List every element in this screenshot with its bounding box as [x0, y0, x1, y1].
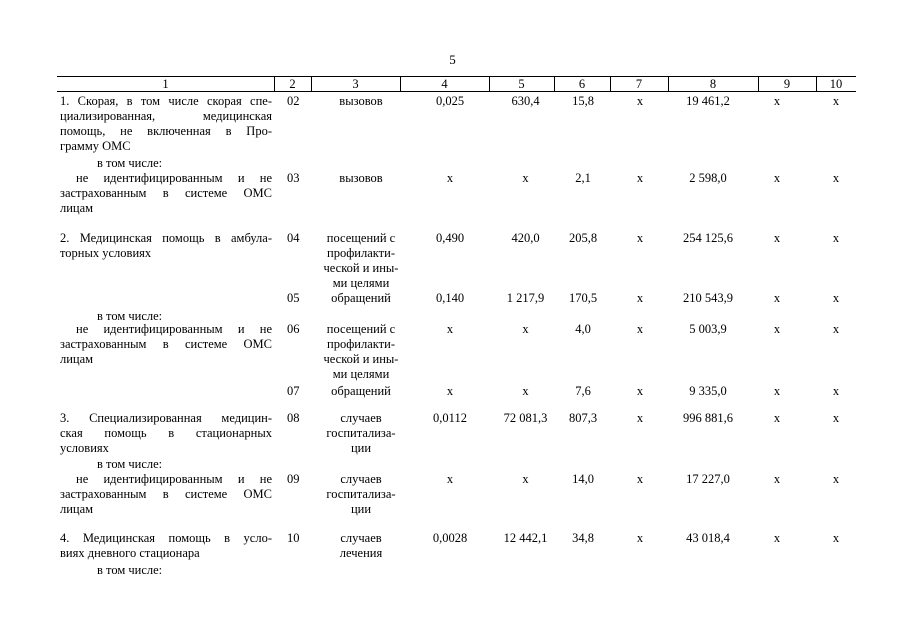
- row-value-v9: x: [773, 411, 781, 425]
- cell-line: профилакти-: [327, 246, 395, 260]
- row-value-v4: x: [446, 472, 454, 486]
- row-name: [60, 231, 272, 261]
- row-name-line: 1. Скорая, в том числе скорая спе-: [60, 94, 272, 108]
- row-name-line: помощь, не включенная в Про-: [60, 124, 272, 138]
- header-cell-1: 1: [162, 77, 169, 91]
- row-name-line: лицам: [60, 502, 94, 516]
- row-name-line: 4. Медицинская помощь в усло-: [60, 531, 272, 545]
- row-value-v9: x: [773, 171, 781, 185]
- row-name: [60, 531, 272, 561]
- row-value-v10: x: [832, 411, 840, 425]
- row-value-v9: x: [773, 231, 781, 245]
- row-value-v7: x: [636, 322, 644, 336]
- row-unit: [311, 94, 411, 109]
- row-value-v10: x: [832, 94, 840, 108]
- table-header-rule: [57, 91, 856, 92]
- cell-line: госпитализа-: [326, 487, 396, 501]
- row-value-v9: x: [773, 322, 781, 336]
- row-unit: [311, 291, 411, 306]
- row-unit: [311, 411, 411, 456]
- cell-line: ческой и ины-: [323, 261, 399, 275]
- cell-line: ции: [350, 441, 372, 455]
- row-code: 08: [287, 411, 300, 425]
- row-name: [60, 322, 272, 367]
- cell-line: ми целями: [332, 276, 390, 290]
- row-code: 07: [287, 384, 300, 398]
- row-value-v8: 19 461,2: [686, 94, 730, 108]
- row-value-v5: 72 081,3: [503, 411, 548, 425]
- row-name-line: циализированная, медицинская: [60, 109, 272, 123]
- row-name-line: ская помощь в стационарных: [60, 426, 272, 440]
- row-value-v6: 14,0: [572, 472, 594, 486]
- row-name-line: 3. Специализированная медицин-: [60, 411, 272, 425]
- header-cell-5: 5: [518, 77, 525, 91]
- row-value-v4: x: [446, 322, 454, 336]
- cell-line: вызовов: [339, 171, 383, 185]
- subheading-in-total: в том числе:: [97, 563, 163, 577]
- row-name-line: грамму ОМС: [60, 139, 131, 153]
- row-value-v5: x: [522, 322, 529, 336]
- row-name-line: торных условиях: [60, 246, 152, 260]
- row-value-v9: x: [773, 531, 781, 545]
- row-value-v8: 9 335,0: [689, 384, 727, 398]
- row-value-v6: 807,3: [568, 411, 598, 425]
- row-name-line: застрахованным в системе ОМС: [60, 337, 272, 351]
- row-value-v10: x: [832, 472, 840, 486]
- row-name-line: не идентифицированным и не: [76, 171, 272, 185]
- row-value-v4: x: [446, 171, 454, 185]
- header-cell-9: 9: [783, 77, 791, 91]
- row-value-v8: 43 018,4: [686, 531, 730, 545]
- row-value-v10: x: [832, 291, 840, 305]
- cell-line: госпитализа-: [326, 426, 396, 440]
- row-name: [60, 472, 272, 517]
- row-value-v6: 15,8: [572, 94, 594, 108]
- row-value-v5: x: [522, 171, 529, 185]
- row-code: 03: [287, 171, 300, 185]
- page-number: 5: [449, 52, 456, 67]
- row-value-v8: 996 881,6: [683, 411, 733, 425]
- row-unit: [311, 472, 411, 517]
- row-value-v4: 0,0028: [432, 531, 468, 545]
- row-value-v5: 1 217,9: [506, 291, 545, 305]
- row-value-v10: x: [832, 531, 840, 545]
- row-code: 10: [287, 531, 300, 545]
- row-value-v5: 420,0: [511, 231, 540, 245]
- row-unit: [311, 171, 411, 186]
- row-value-v9: x: [773, 291, 781, 305]
- row-code: 02: [287, 94, 300, 108]
- row-value-v7: x: [636, 384, 644, 398]
- row-value-v7: x: [636, 94, 644, 108]
- row-value-v8: 210 543,9: [683, 291, 733, 305]
- row-value-v10: x: [832, 171, 840, 185]
- row-value-v5: x: [522, 472, 529, 486]
- row-value-v4: 0,490: [435, 231, 465, 245]
- cell-line: ческой и ины-: [323, 352, 399, 366]
- header-cell-7: 7: [635, 77, 643, 91]
- row-value-v6: 7,6: [575, 384, 591, 398]
- row-name: [60, 171, 272, 216]
- row-value-v7: x: [636, 472, 644, 486]
- row-value-v7: x: [636, 411, 644, 425]
- header-cell-2: 2: [289, 77, 296, 91]
- row-name-line: лицам: [60, 201, 94, 215]
- row-value-v4: x: [446, 384, 454, 398]
- row-name-line: лицам: [60, 352, 94, 366]
- row-value-v7: x: [636, 531, 644, 545]
- header-cell-4: 4: [441, 77, 448, 91]
- cell-line: посещений с: [326, 231, 396, 245]
- row-name: [60, 411, 272, 456]
- cell-line: обращений: [331, 384, 391, 398]
- header-cell-8: 8: [709, 77, 717, 91]
- cell-line: лечения: [339, 546, 383, 560]
- row-value-v5: x: [522, 384, 529, 398]
- row-unit: [311, 231, 411, 291]
- row-value-v8: 254 125,6: [683, 231, 733, 245]
- row-value-v5: 630,4: [511, 94, 540, 108]
- row-name-line: застрахованным в системе ОМС: [60, 487, 272, 501]
- cell-line: посещений с: [326, 322, 396, 336]
- row-value-v9: x: [773, 384, 781, 398]
- row-value-v9: x: [773, 94, 781, 108]
- row-value-v7: x: [636, 231, 644, 245]
- row-value-v10: x: [832, 322, 840, 336]
- row-value-v6: 4,0: [575, 322, 591, 336]
- row-unit: [311, 322, 411, 382]
- row-unit: [311, 384, 411, 399]
- cell-line: ции: [350, 502, 372, 516]
- row-code: 04: [287, 231, 300, 245]
- subheading-in-total: в том числе:: [97, 156, 163, 170]
- cell-line: обращений: [331, 291, 391, 305]
- cell-line: случаев: [340, 411, 382, 425]
- row-value-v8: 17 227,0: [686, 472, 730, 486]
- header-cell-3: 3: [352, 77, 359, 91]
- row-value-v4: 0,140: [435, 291, 465, 305]
- row-name-line: 2. Медицинская помощь в амбула-: [60, 231, 272, 245]
- row-value-v4: 0,025: [435, 94, 465, 108]
- row-value-v8: 2 598,0: [689, 171, 727, 185]
- row-value-v6: 170,5: [568, 291, 598, 305]
- row-name-line: застрахованным в системе ОМС: [60, 186, 272, 200]
- cell-line: случаев: [340, 531, 382, 545]
- row-name-line: условиях: [60, 441, 109, 455]
- row-value-v7: x: [636, 171, 644, 185]
- row-value-v6: 205,8: [568, 231, 598, 245]
- row-value-v6: 2,1: [575, 171, 591, 185]
- cell-line: случаев: [340, 472, 382, 486]
- cell-line: ми целями: [332, 367, 390, 381]
- header-cell-6: 6: [578, 77, 586, 91]
- row-code: 06: [287, 322, 300, 336]
- cell-line: вызовов: [339, 94, 383, 108]
- row-name: [60, 94, 272, 154]
- subheading-in-total: в том числе:: [97, 457, 163, 471]
- row-value-v9: x: [773, 472, 781, 486]
- row-code: 09: [287, 472, 300, 486]
- row-code: 05: [287, 291, 300, 305]
- row-name-line: виях дневного стационара: [60, 546, 200, 560]
- row-name-line: не идентифицированным и не: [76, 472, 272, 486]
- row-unit: [311, 531, 411, 561]
- row-value-v10: x: [832, 384, 840, 398]
- cell-line: профилакти-: [327, 337, 395, 351]
- row-value-v8: 5 003,9: [689, 322, 727, 336]
- subheading-in-total: в том числе:: [97, 309, 163, 323]
- row-value-v10: x: [832, 231, 840, 245]
- row-value-v6: 34,8: [572, 531, 594, 545]
- row-value-v5: 12 442,1: [503, 531, 548, 545]
- header-cell-10: 10: [829, 77, 843, 91]
- row-value-v7: x: [636, 291, 644, 305]
- row-value-v4: 0,0112: [433, 411, 467, 425]
- row-name-line: не идентифицированным и не: [76, 322, 272, 336]
